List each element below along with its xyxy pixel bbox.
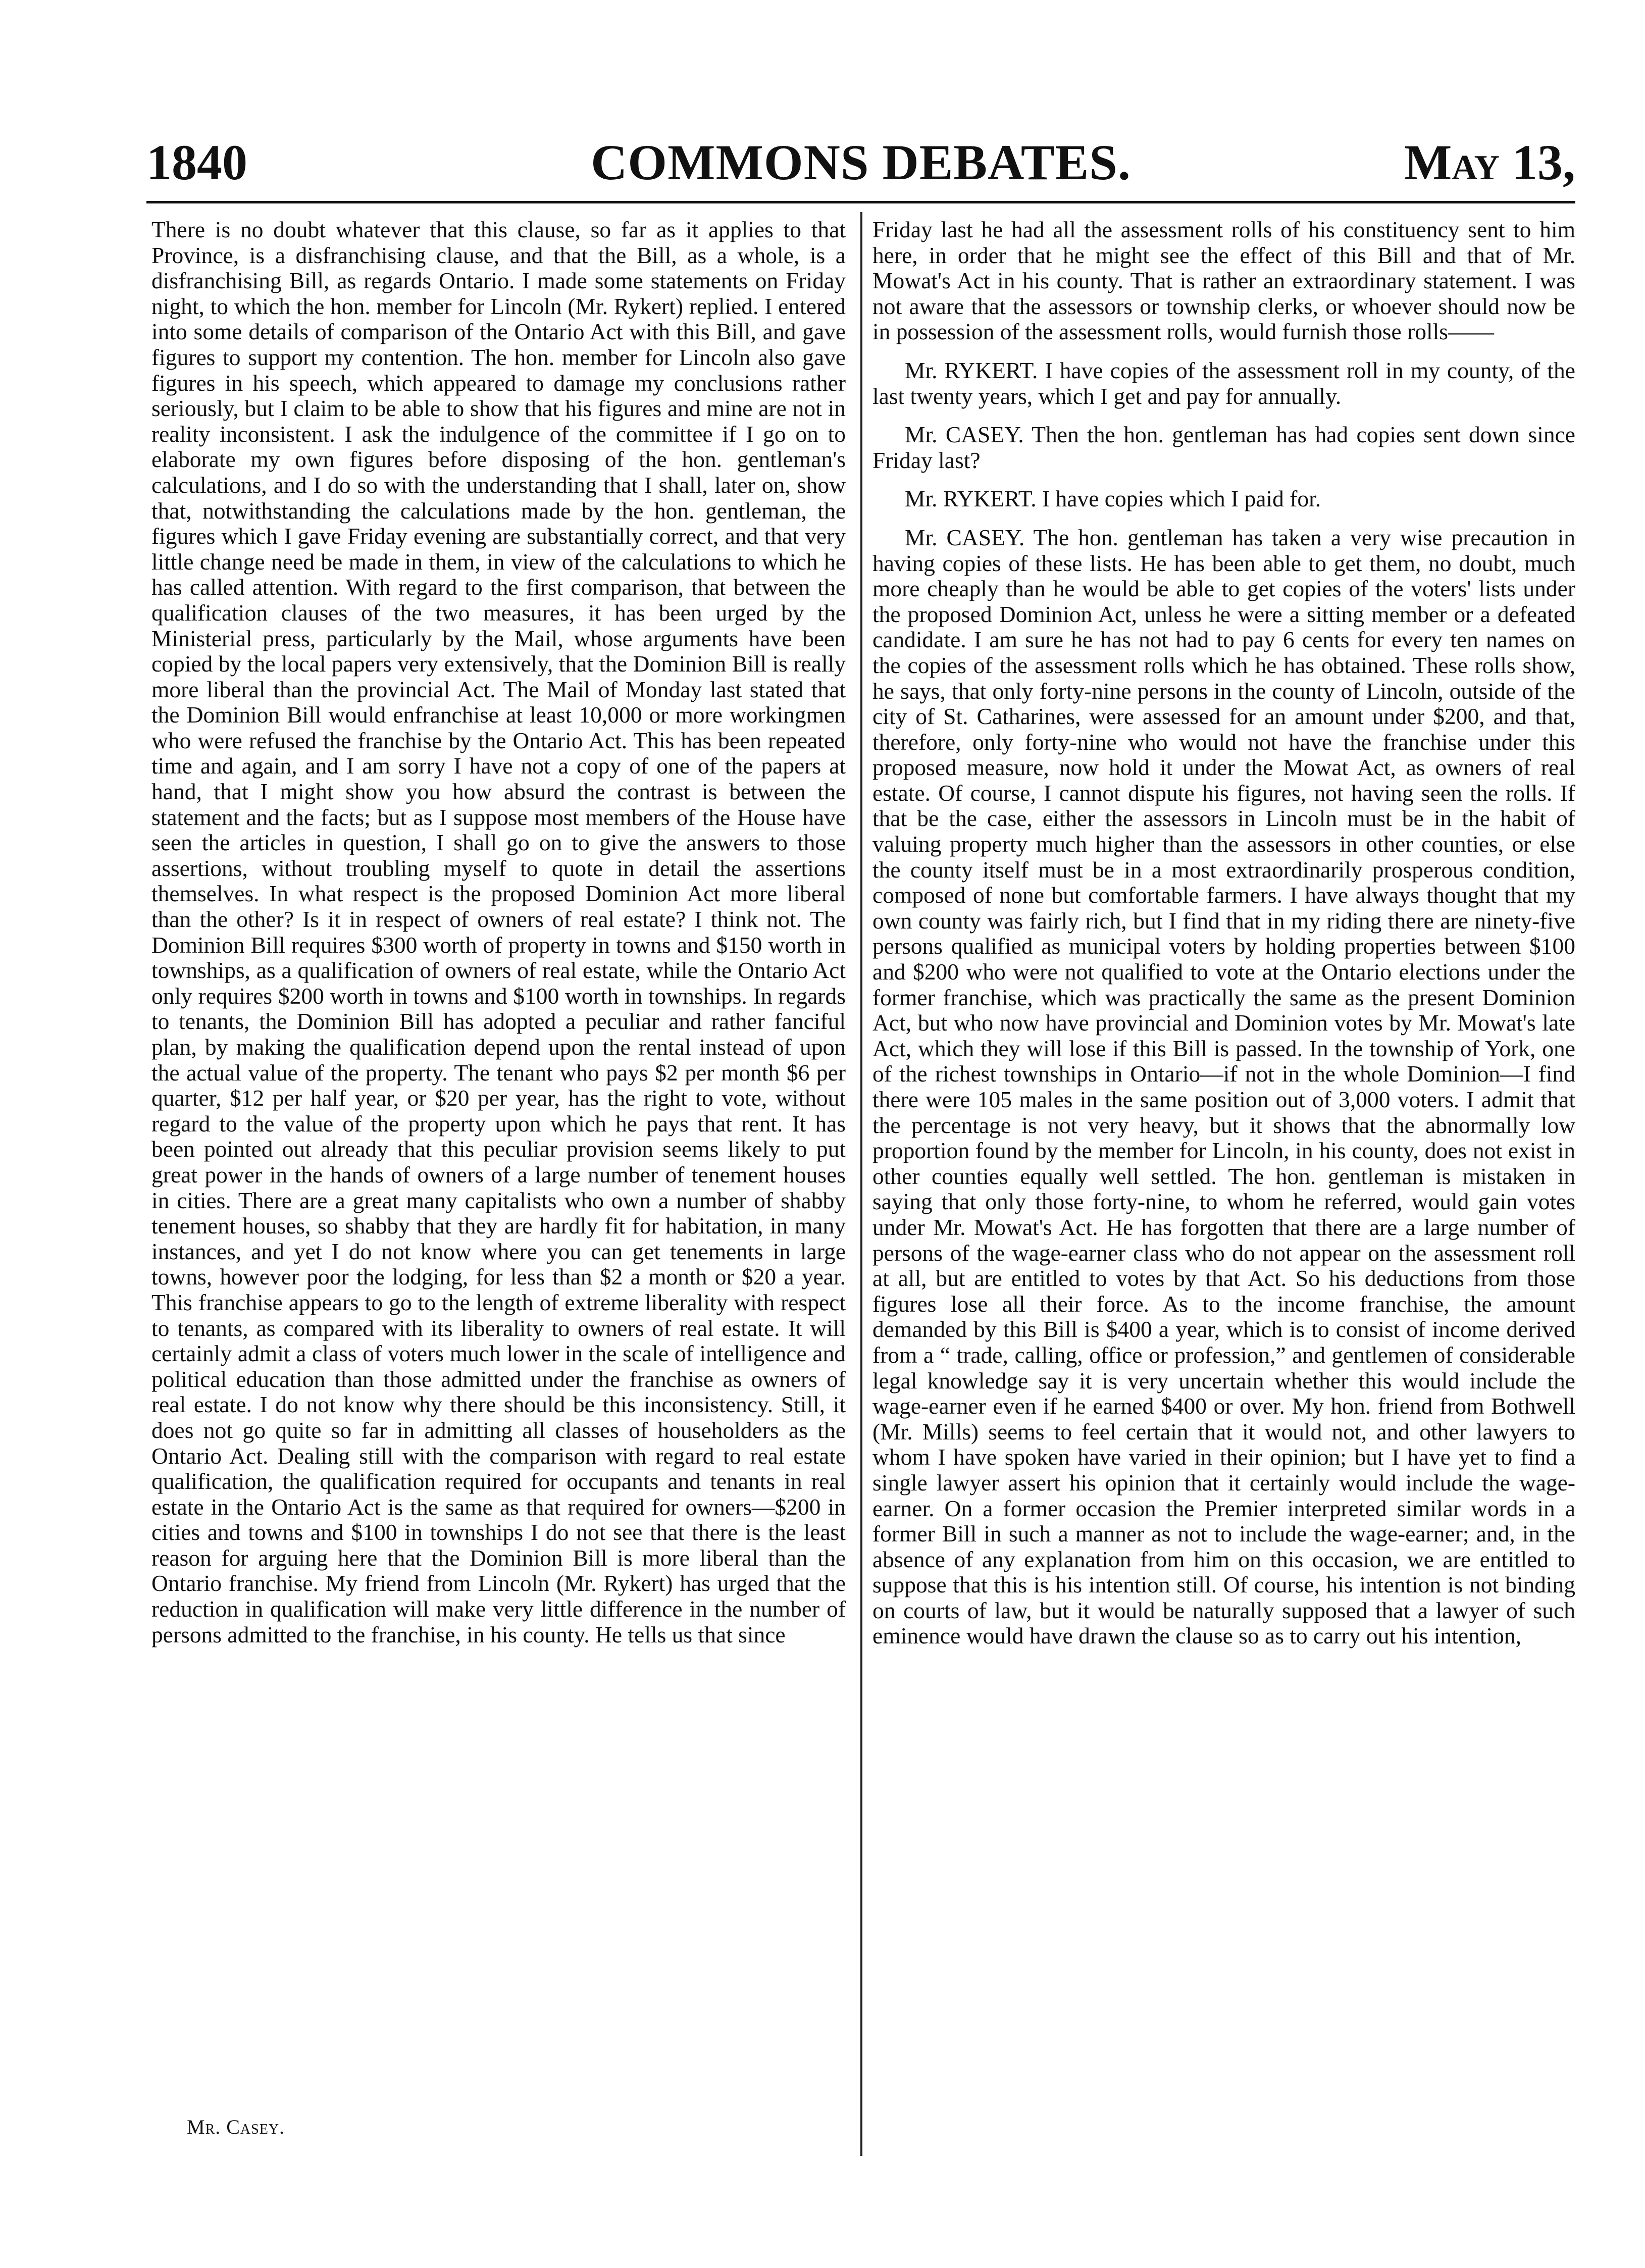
page-date: May 13, [1404, 134, 1575, 190]
header-rule [146, 201, 1575, 203]
publication-title: COMMONS DEBATES. [591, 134, 1131, 190]
page-number: 1840 [146, 134, 247, 190]
page-header [146, 132, 1575, 193]
left-column-paragraph: There is no doubt whatever that this clause, so far as it applies to that Province, is a disfranchising clause, and that the Bill, as a whole, is a disfranchising Bill, as regards Ontario. I made some statements on Friday night, to which the hon. member for Lincoln (Mr. Rykert) replied. I entered into some details of comparison of the Ontario Act with this Bill, and gave figures to support my contention. The hon. member for Lincoln also gave figures in his speech, which appeared to damage my conclusions rather seriously, but I claim to be able to show that his figures and mine are not in reality inconsistent. I ask the indulgence of the committee if I go on to elaborate my own figures before disposing of the hon. gentleman's calculations, and I do so with the understanding that I shall, later on, show that, notwithstanding the calculations made by the hon. gentleman, the figures which I gave Friday evening are substantially correct, and that very little change need be made in them, in view of the calculations to which he has called attention. With regard to the first comparison, that between the qualification clauses of the two measures, it has been urged by the Ministerial press, particularly by the Mail, whose arguments have been copied by the local papers very extensively, that the Dominion Bill is really more liberal than the provincial Act. The Mail of Monday last stated that the Dominion Bill would enfranchise at least 10,000 or more workingmen who were refused the franchise by the Ontario Act. This has been repeated time and again, and I am sorry I have not a copy of one of the papers at hand, that I might show you how absurd the contrast is between the statement and the facts; but as I suppose most members of the House have seen the articles in question, I shall go on to give the answers to those assertions, without troubling myself to quote in detail the assertions themselves. In what respect is the proposed Dominion Act more liberal than the other? Is it in respect of owners of real estate? I think not. The Dominion Bill requires $300 worth of property in towns and $150 worth in townships, as a qualification of owners of real estate, while the Ontario Act only requires $200 worth in towns and $100 worth in townships. In regards to tenants, the Dominion Bill has adopted a peculiar and rather fanciful plan, by making the qualification depend upon the rental instead of upon the actual value of the property. The tenant who pays $2 per month $6 per quarter, $12 per half year, or $20 per year, has the right to vote, without regard to the value of the property upon which he pays that rent. It has been pointed out already that this peculiar provision seems likely to put great power in the hands of owners of a large number of tenement houses in cities. There are a great many capitalists who own a number of shabby tenement houses, so shabby that they are hardly fit for habitation, in many instances, and yet I do not know where you can get tenements in large towns, however poor the lodging, for less than $2 a month or $20 a year. This franchise appears to go to the length of extreme liberality with respect to tenants, as compared with its liberality to owners of real estate. It will certainly admit a class of voters much lower in the scale of intelligence and political education than those admitted under the franchise as owners of real estate. I do not know why there should be this inconsistency. Still, it does not go quite so far in admitting all classes of householders as the Ontario Act. Dealing still with the comparison with regard to real estate qualification, the qualification required for occupants and tenants in real estate in the Ontario Act is the same as that required for owners—$200 in cities and towns and $100 in townships I do not see that there is the least reason for arguing here that the Dominion Bill is more liberal than the Ontario franchise. My friend from Lincoln (Mr. Rykert) has urged that the reduction in qualification will make very little difference in the number of persons admitted to the franchise, in his county. He tells us that since [151, 217, 846, 1647]
speech-rykert-2: Mr. RYKERT. I have copies which I paid for. [905, 486, 1321, 512]
speech-casey-1: Mr. CASEY. Then the hon. gentleman has had copies sent down since Friday last? [872, 422, 1575, 473]
speech-casey-2: Mr. CASEY. The hon. gentleman has taken a very wise precaution in having copies of these lists. He has been able to get them, no doubt, much more cheaply than he would be able to get copies of the voters' lists under the proposed Dominion Act, unless he were a sitting member or a defeated candidate. I am sure he has not had to pay 6 cents for every ten names on the copies of the assessment rolls which he has obtained. These rolls show, he says, that only forty-nine persons in the county of Lincoln, outside of the city of St. Catharines, were assessed for an amount under $200, and that, therefore, only forty-nine who would not have the franchise under this proposed measure, now hold it under the Mowat Act, as owners of real estate. Of course, I cannot dispute his figures, not having seen the rolls. If that be the case, either the assessors in Lincoln must be in the habit of valuing property much higher than the assessors in other counties, or else the county itself must be in a most extraordinarily prosperous condition, composed of none but comfortable farmers. I have always thought that my own county was fairly rich, but I find that in my riding there are ninety-five persons qualified as municipal voters by holding properties between $100 and $200 who were not qualified to vote at the Ontario elections under the former franchise, which was practically the same as the present Dominion Act, but who now have provincial and Dominion votes by Mr. Mowat's late Act, which they will lose if this Bill is passed. In the township of York, one of the richest townships in Ontario—if not in the whole Dominion—I find there were 105 males in the same position out of 3,000 voters. I admit that the percentage is not very heavy, but it shows that the abnormally low proportion found by the member for Lincoln, in his county, does not exist in other counties equally well settled. The hon. gentleman is mistaken in saying that only those forty-nine, to whom he referred, would gain votes under Mr. Mowat's Act. He has forgotten that there are a large number of persons of the wage-earner class who do not appear on the assessment roll at all, but are entitled to votes by that Act. So his deductions from those figures lose all their force. As to the income franchise, the amount demanded by this Bill is $400 a year, which is to consist of income derived from a “ trade, calling, office or profession,” and gentlemen of considerable legal knowledge say it is very uncertain whether this would include the wage-earner even if he earned $400 or over. My hon. friend from Bothwell (Mr. Mills) seems to feel certain that it would not, and other lawyers to whom I have spoken have varied in their opinion; but I have yet to find a single lawyer assert his opinion that it certainly would include the wage-earner. On a former occasion the Premier interpreted similar words in a former Bill in such a manner as not to include the wage-earner; and, in the absence of any explanation from him on this occasion, we are entitled to suppose that this is his intention still. Of course, his intention is not binding on courts of law, but it would be naturally supposed that a lawyer of such eminence would have drawn the clause so as to carry out his intention, [872, 524, 1575, 1649]
right-column-opening: Friday last he had all the assessment rolls of his constituency sent to him here, in order that he might see the effect of this Bill and that of Mr. Mowat's Act in his county. That is rather an extraordinary statement. I was not aware that the assessors or township clerks, or whoever should now be in possession of the assessment rolls, would furnish those rolls—— [872, 217, 1575, 345]
speech-rykert-1: Mr. RYKERT. I have copies of the assessment roll in my county, of the last twenty years, which I get and pay for annually. [872, 357, 1575, 409]
left-column [151, 217, 846, 1647]
column-divider [860, 212, 862, 2156]
right-column [872, 217, 1575, 1649]
footer-speaker: Mr. Casey. [187, 2116, 285, 2138]
